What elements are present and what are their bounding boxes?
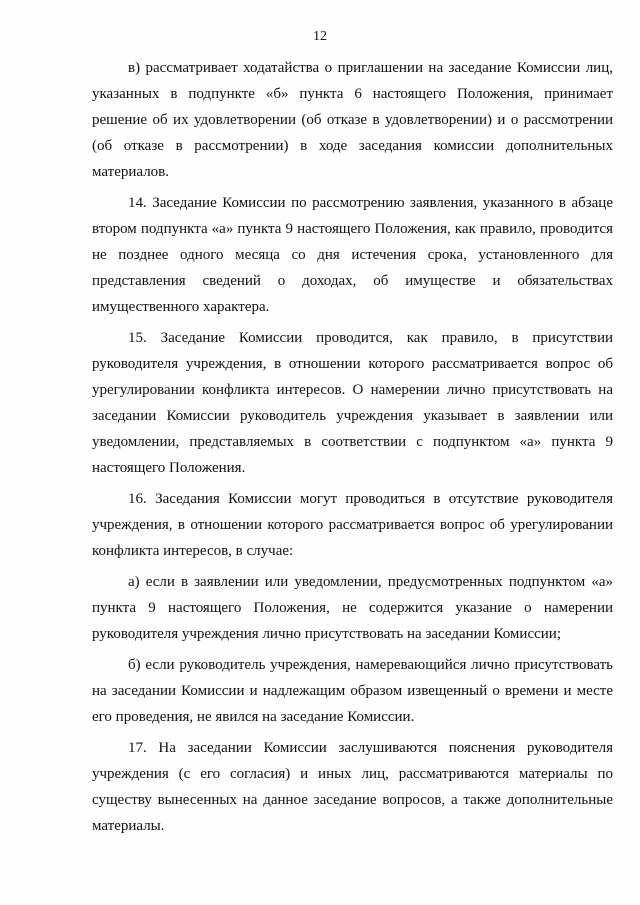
paragraph-16a: а) если в заявлении или уведомлении, предусмотренных подпунктом «а» пункта 9 настоящего Положения, не содержится указание о намерении руководителя учреждения лично присутствовать на заседании Комиссии; — [92, 574, 613, 642]
paragraph-14: 14. Заседание Комиссии по рассмотрению заявления, указанного в абзаце втором подпункта «а» пункта 9 настоящего Положения, как правило, проводится не позднее одного месяца со дня истечения срока, установленного для представления сведений о доходах, об имуществе и обязательствах имущественного характера. — [92, 195, 613, 315]
paragraph-17: 17. На заседании Комиссии заслушиваются пояснения руководителя учреждения (с его согласия) и иных лиц, рассматриваются материалы по существу вынесенных на данное заседание вопросов, а также дополнительные материалы. — [92, 740, 613, 834]
page-number: 12 — [313, 29, 327, 44]
paragraph-15: 15. Заседание Комиссии проводится, как правило, в присутствии руководителя учреждения, в отношении которого рассматривается вопрос об урегулировании конфликта интересов. О намерении лично присутствовать на заседании Комиссии руководитель учреждения указывает в заявлении или уведомлении, представляемых в соответствии с подпунктом «а» пункта 9 настоящего Положения. — [92, 330, 613, 476]
document-body — [92, 55, 613, 844]
paragraph-13v: в) рассматривает ходатайства о приглашении на заседание Комиссии лиц, указанных в подпункте «б» пункта 6 настоящего Положения, принимает решение об их удовлетворении (об отказе в удовлетворении) и о рассмотрении (об отказе в рассмотрении) в ходе заседания комиссии дополнительных материалов. — [92, 60, 613, 180]
paragraph-16: 16. Заседания Комиссии могут проводиться в отсутствие руководителя учреждения, в отношении которого рассматривается вопрос об урегулировании конфликта интересов, в случае: — [92, 491, 613, 559]
paragraph-16b: б) если руководитель учреждения, намеревающийся лично присутствовать на заседании Комиссии и надлежащим образом извещенный о времени и месте его проведения, не явился на заседание Комиссии. — [92, 657, 613, 725]
